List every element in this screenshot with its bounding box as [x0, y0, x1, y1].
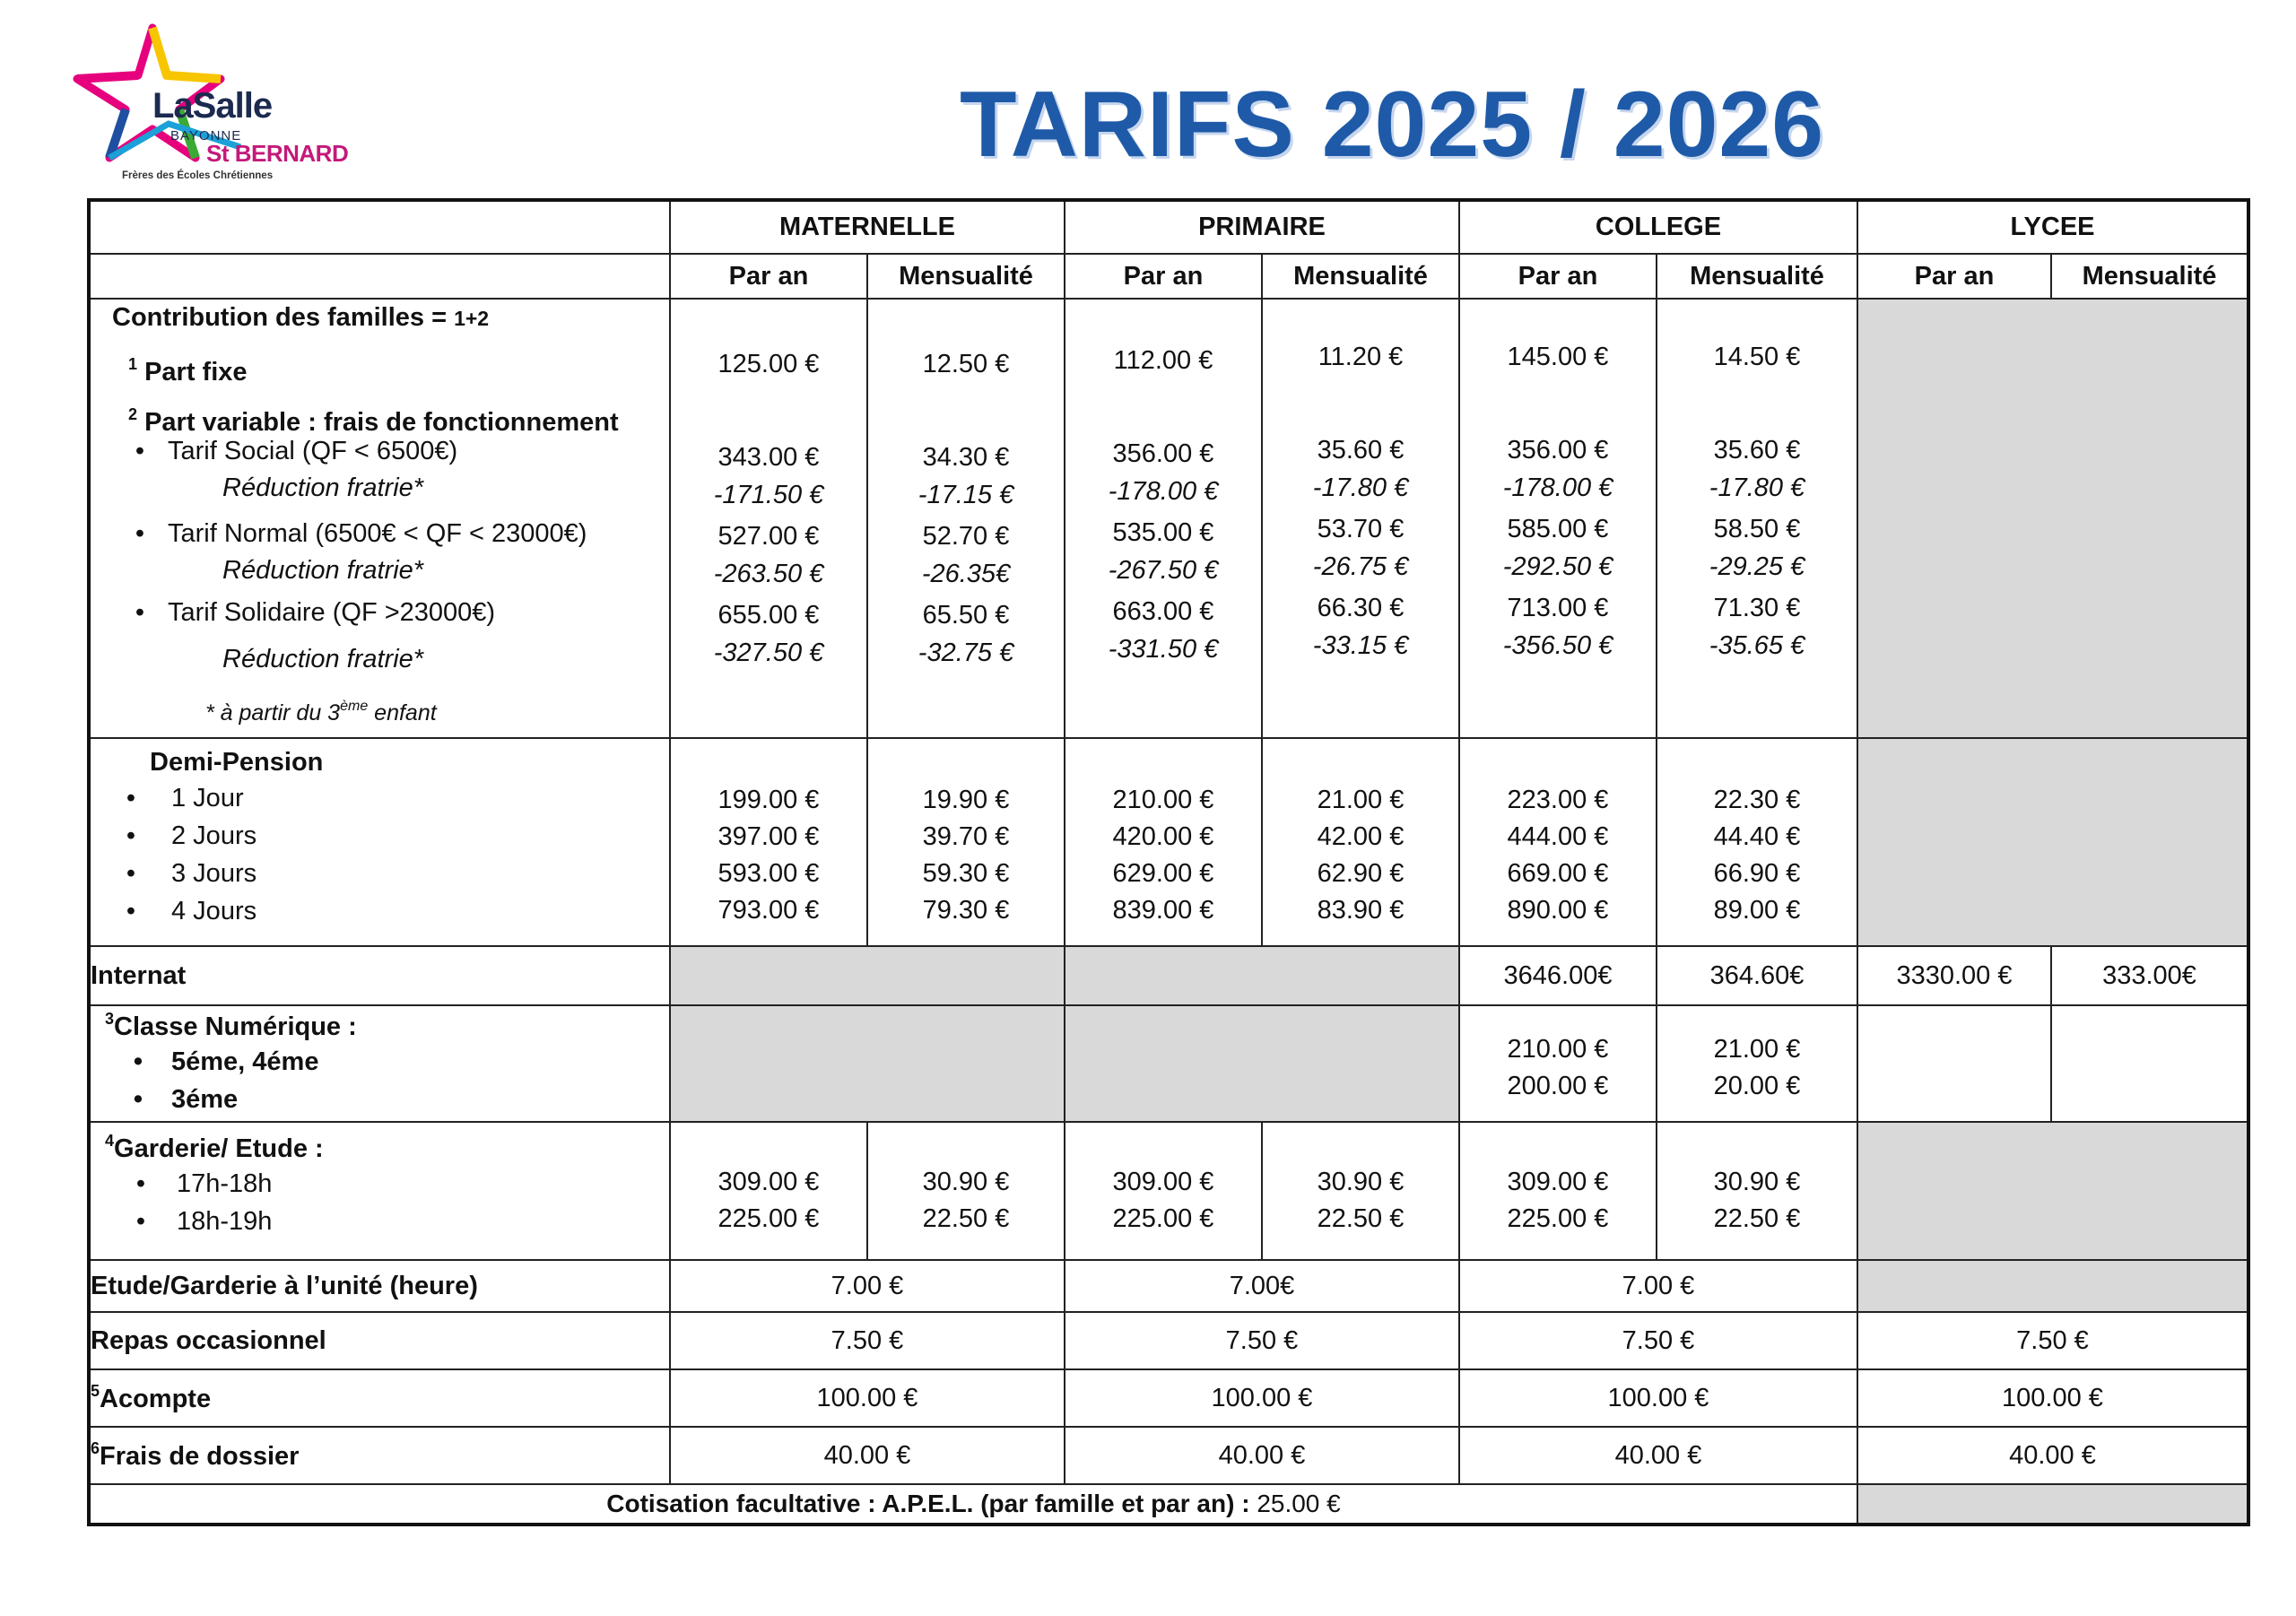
value: 53.70 € — [1317, 515, 1405, 543]
value: 669.00 € — [1507, 859, 1609, 888]
contribution-label-cell — [89, 299, 670, 738]
value: 125.00 € — [718, 350, 820, 378]
primaire-repas: 7.50 € — [1065, 1312, 1459, 1369]
maternelle-contribution-mois — [867, 299, 1065, 738]
value: 663.00 € — [1112, 597, 1214, 626]
cotisation-label: Cotisation facultative : A.P.E.L. (par famille et par an) : — [606, 1490, 1257, 1517]
acompte-row — [89, 1369, 2248, 1427]
value: 83.90 € — [1317, 896, 1405, 925]
value: -32.75 € — [918, 639, 1014, 667]
value: 39.70 € — [922, 822, 1010, 851]
cotisation-empty — [1857, 1484, 2248, 1525]
lycee-acompte: 100.00 € — [1857, 1369, 2248, 1427]
lycee-etude-unite-empty — [1857, 1260, 2248, 1312]
college-acompte: 100.00 € — [1459, 1369, 1857, 1427]
value: 309.00 € — [718, 1168, 820, 1196]
garderie-item: • 18h-19h — [135, 1207, 273, 1236]
value: 12.50 € — [922, 350, 1010, 378]
lycee-internat-an: 3330.00 € — [1857, 946, 2051, 1005]
value: 59.30 € — [922, 859, 1010, 888]
reduction-fratrie-solidaire: Réduction fratrie* — [222, 645, 424, 673]
value: 62.90 € — [1317, 859, 1405, 888]
contribution-row — [89, 299, 2248, 738]
value: 444.00 € — [1507, 822, 1609, 851]
value: 42.00 € — [1317, 822, 1405, 851]
logo-name: LaSalle — [152, 86, 273, 126]
value: -331.50 € — [1108, 635, 1219, 664]
level-header-row — [89, 200, 2248, 254]
value: 79.30 € — [922, 896, 1010, 925]
college-etude-unite: 7.00 € — [1459, 1260, 1857, 1312]
value: -171.50 € — [713, 481, 824, 509]
value: 22.50 € — [922, 1204, 1010, 1233]
college-internat-an: 3646.00€ — [1459, 946, 1657, 1005]
demi-pension-row — [89, 738, 2248, 946]
value: 890.00 € — [1507, 896, 1609, 925]
maternelle-repas: 7.50 € — [670, 1312, 1065, 1369]
value: 89.00 € — [1713, 896, 1801, 925]
value: 30.90 € — [1713, 1168, 1801, 1196]
value: 309.00 € — [1112, 1168, 1214, 1196]
value: -178.00 € — [1108, 477, 1219, 506]
primaire-numerique-empty — [1065, 1005, 1459, 1122]
maternelle-frais-dossier: 40.00 € — [670, 1427, 1065, 1484]
value: 839.00 € — [1112, 896, 1214, 925]
value: 30.90 € — [1317, 1168, 1405, 1196]
page-title: TARIFS 2025 / 2026 — [960, 73, 1825, 177]
demi-pension-item: • 4 Jours — [126, 897, 257, 925]
reduction-fratrie-normal: Réduction fratrie* — [222, 556, 424, 585]
college-garderie-an — [1459, 1122, 1657, 1260]
cotisation-cell — [89, 1484, 1857, 1525]
value: -26.35€ — [921, 560, 1011, 588]
fratrie-footnote: * à partir du 3ème enfant — [205, 699, 437, 725]
header-maternelle: MATERNELLE — [670, 200, 1065, 254]
value: 527.00 € — [718, 522, 820, 551]
garderie-item: • 17h-18h — [135, 1169, 273, 1198]
value: 225.00 € — [1507, 1204, 1609, 1233]
classe-numerique-heading: $^3$Classe Numérique : — [105, 1010, 357, 1041]
value: 535.00 € — [1112, 518, 1214, 547]
value: 22.50 € — [1713, 1204, 1801, 1233]
maternelle-acompte: 100.00 € — [670, 1369, 1065, 1427]
college-mensualite-header: Mensualité — [1657, 254, 1857, 299]
demi-pension-item: • 3 Jours — [126, 859, 257, 888]
value: -263.50 € — [713, 560, 824, 588]
demi-pension-item: • 1 Jour — [126, 784, 244, 812]
value: 593.00 € — [718, 859, 820, 888]
lycee-dp-empty — [1857, 738, 2248, 946]
repas-label: Repas occasionnel — [89, 1312, 670, 1369]
value: 145.00 € — [1507, 343, 1609, 371]
college-internat-mois: 364.60€ — [1657, 946, 1857, 1005]
value: 199.00 € — [718, 786, 820, 814]
tarif-solidaire-label: • Tarif Solidaire (QF >23000€) — [135, 598, 496, 627]
value: 34.30 € — [922, 443, 1010, 472]
maternelle-internat-empty — [670, 946, 1065, 1005]
header-lycee: LYCEE — [1857, 200, 2248, 254]
value: 71.30 € — [1713, 594, 1801, 622]
value: 14.50 € — [1713, 343, 1801, 371]
classe-numerique-label-cell — [89, 1005, 670, 1122]
etude-unite-row — [89, 1260, 2248, 1312]
lycee-internat-mois: 333.00€ — [2051, 946, 2248, 1005]
empty-header-cell — [89, 200, 670, 254]
value: 21.00 € — [1317, 786, 1405, 814]
logo-city: BAYONNE — [170, 128, 242, 143]
value: 22.50 € — [1317, 1204, 1405, 1233]
tarifs-table — [87, 198, 2250, 1526]
value: -17.80 € — [1709, 474, 1805, 502]
value: 44.40 € — [1713, 822, 1801, 851]
value: 22.30 € — [1713, 786, 1801, 814]
repas-row — [89, 1312, 2248, 1369]
internat-row — [89, 946, 2248, 1005]
value: 225.00 € — [1112, 1204, 1214, 1233]
value: -267.50 € — [1108, 556, 1219, 585]
lycee-numerique-an-empty — [1857, 1005, 2051, 1122]
college-numerique-mois — [1657, 1005, 1857, 1122]
value: 52.70 € — [922, 522, 1010, 551]
maternelle-numerique-empty — [670, 1005, 1065, 1122]
garderie-label-cell — [89, 1122, 670, 1260]
value: 397.00 € — [718, 822, 820, 851]
maternelle-dp-an — [670, 738, 867, 946]
value: -29.25 € — [1709, 552, 1805, 581]
value: -33.15 € — [1312, 631, 1409, 660]
classe-numerique-row — [89, 1005, 2248, 1122]
maternelle-par-an-header: Par an — [670, 254, 867, 299]
maternelle-etude-unite: 7.00 € — [670, 1260, 1065, 1312]
reduction-fratrie-social: Réduction fratrie* — [222, 474, 424, 502]
value: 66.90 € — [1713, 859, 1801, 888]
value: -327.50 € — [713, 639, 824, 667]
demi-pension-label-cell — [89, 738, 670, 946]
value: 200.00 € — [1507, 1072, 1609, 1100]
primaire-contribution-mois — [1262, 299, 1459, 738]
college-par-an-header: Par an — [1459, 254, 1657, 299]
value: -26.75 € — [1312, 552, 1409, 581]
primaire-etude-unite: 7.00€ — [1065, 1260, 1459, 1312]
primaire-garderie-an — [1065, 1122, 1262, 1260]
value: 30.90 € — [922, 1168, 1010, 1196]
value: 35.60 € — [1713, 436, 1801, 465]
lycee-mensualite-header: Mensualité — [2051, 254, 2248, 299]
frais-dossier-row — [89, 1427, 2248, 1484]
value: 210.00 € — [1507, 1035, 1609, 1064]
primaire-dp-mois — [1262, 738, 1459, 946]
empty-subheader-cell — [89, 254, 670, 299]
header-primaire: PRIMAIRE — [1065, 200, 1459, 254]
part-variable-label: $^2$ Part variable : frais de fonctionnement — [128, 405, 619, 437]
part-fixe-label: $^1$ Part fixe — [128, 355, 248, 387]
tarif-normal-label: • Tarif Normal (6500€ < QF < 23000€) — [135, 519, 587, 548]
primaire-internat-empty — [1065, 946, 1459, 1005]
lycee-par-an-header: Par an — [1857, 254, 2051, 299]
value: 19.90 € — [922, 786, 1010, 814]
college-dp-mois — [1657, 738, 1857, 946]
primaire-frais-dossier: 40.00 € — [1065, 1427, 1459, 1484]
value: -17.80 € — [1312, 474, 1409, 502]
primaire-garderie-mois — [1262, 1122, 1459, 1260]
sub-header-row — [89, 254, 2248, 299]
primaire-contribution-an — [1065, 299, 1262, 738]
value: -178.00 € — [1502, 474, 1613, 502]
primaire-dp-an — [1065, 738, 1262, 946]
classe-numerique-item: • 5éme, 4éme — [133, 1047, 319, 1076]
garderie-heading: $^4$Garderie/ Etude : — [105, 1132, 324, 1163]
header-college: COLLEGE — [1459, 200, 1857, 254]
value: -35.65 € — [1709, 631, 1805, 660]
value: 343.00 € — [718, 443, 820, 472]
frais-dossier-label: $^6$Frais de dossier — [89, 1427, 670, 1484]
value: 225.00 € — [718, 1204, 820, 1233]
value: 223.00 € — [1507, 786, 1609, 814]
maternelle-garderie-an — [670, 1122, 867, 1260]
college-repas: 7.50 € — [1459, 1312, 1857, 1369]
college-frais-dossier: 40.00 € — [1459, 1427, 1857, 1484]
value: 356.00 € — [1112, 439, 1214, 468]
value: 58.50 € — [1713, 515, 1801, 543]
lycee-contribution-empty — [1857, 299, 2248, 738]
value: 585.00 € — [1507, 515, 1609, 543]
lycee-numerique-mois-empty — [2051, 1005, 2248, 1122]
value: 66.30 € — [1317, 594, 1405, 622]
cotisation-row — [89, 1484, 2248, 1525]
value: 35.60 € — [1317, 436, 1405, 465]
primaire-par-an-header: Par an — [1065, 254, 1262, 299]
acompte-label: $^5$Acompte — [89, 1369, 670, 1427]
maternelle-contribution-an — [670, 299, 867, 738]
logo-subtitle: Frères des Écoles Chrétiennes — [122, 170, 274, 181]
tarif-social-label: • Tarif Social (QF < 6500€) — [135, 437, 458, 465]
value: 655.00 € — [718, 601, 820, 630]
logo-saint: St BERNARD — [206, 140, 349, 167]
value: 11.20 € — [1318, 343, 1404, 371]
college-contribution-mois — [1657, 299, 1857, 738]
maternelle-mensualite-header: Mensualité — [867, 254, 1065, 299]
value: 629.00 € — [1112, 859, 1214, 888]
value: -292.50 € — [1502, 552, 1613, 581]
classe-numerique-item: • 3éme — [133, 1085, 239, 1114]
value: 356.00 € — [1507, 436, 1609, 465]
cotisation-value: 25.00 € — [1257, 1490, 1341, 1517]
value: 21.00 € — [1713, 1035, 1801, 1064]
value: -356.50 € — [1502, 631, 1613, 660]
maternelle-garderie-mois — [867, 1122, 1065, 1260]
demi-pension-item: • 2 Jours — [126, 821, 257, 850]
maternelle-dp-mois — [867, 738, 1065, 946]
value: 713.00 € — [1507, 594, 1609, 622]
value: 420.00 € — [1112, 822, 1214, 851]
lycee-garderie-empty — [1857, 1122, 2248, 1260]
lasalle-logo — [70, 23, 366, 189]
college-dp-an — [1459, 738, 1657, 946]
value: 65.50 € — [922, 601, 1010, 630]
value: 793.00 € — [718, 896, 820, 925]
primaire-acompte: 100.00 € — [1065, 1369, 1459, 1427]
college-garderie-mois — [1657, 1122, 1857, 1260]
lycee-frais-dossier: 40.00 € — [1857, 1427, 2248, 1484]
lycee-repas: 7.50 € — [1857, 1312, 2248, 1369]
value: 112.00 € — [1113, 346, 1213, 375]
garderie-row — [89, 1122, 2248, 1260]
etude-unite-label: Etude/Garderie à l’unité (heure) — [89, 1260, 670, 1312]
value: 20.00 € — [1713, 1072, 1801, 1100]
value: 210.00 € — [1112, 786, 1214, 814]
value: 309.00 € — [1507, 1168, 1609, 1196]
contribution-heading: Contribution des familles = 1+2 — [112, 303, 490, 332]
college-numerique-an — [1459, 1005, 1657, 1122]
internat-label: Internat — [89, 946, 670, 1005]
college-contribution-an — [1459, 299, 1657, 738]
demi-pension-heading: Demi-Pension — [150, 748, 324, 777]
primaire-mensualite-header: Mensualité — [1262, 254, 1459, 299]
value: -17.15 € — [918, 481, 1014, 509]
